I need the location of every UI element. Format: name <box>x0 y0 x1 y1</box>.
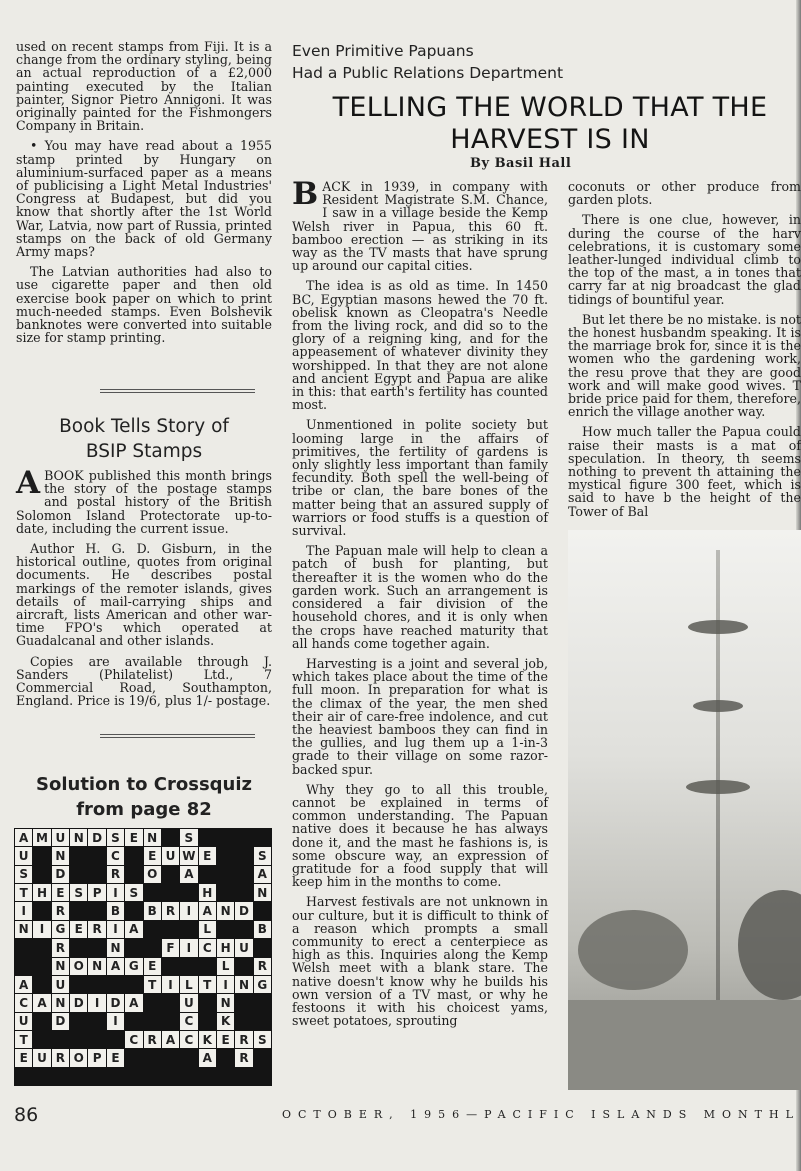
crossword-block <box>162 958 179 975</box>
crossword-block <box>125 866 142 883</box>
crossword-block <box>125 1013 142 1030</box>
crossword-block <box>235 866 252 883</box>
crossword-block <box>235 994 252 1011</box>
crossword-letter: B <box>107 902 124 919</box>
crossword-letter: R <box>88 921 105 938</box>
footer-issue: OCTOBER, 1956—PACIFIC ISLANDS MONTHL <box>282 1108 800 1121</box>
crossword-letter: R <box>162 902 179 919</box>
crossword-grid <box>14 828 272 1086</box>
crossword-block <box>162 921 179 938</box>
crossword-letter: U <box>15 1013 32 1030</box>
hungary-paragraph: • You may have read about a 1955 stamp printed by Hungary on aluminium-surfaced paper as a means of publicising a Light Metal Industries' Congress at Budapest, but did you know that shortly after the 1st World War, Latvia, now part of Russia, printed stamps on the back of old Germany Army maps? <box>16 138 272 260</box>
book-heading-line2: BSIP Stamps <box>85 441 203 462</box>
mast-decoration <box>688 620 748 634</box>
right-paragraph-4: How much taller the Papua could raise their masts is a mat of speculation. In theory, th seems nothing to prevent th attaining the mystical figure 300 feet, which is said to have b the height of the Tower of Bal <box>568 424 801 519</box>
crossword-block <box>107 976 124 993</box>
crossword-block <box>70 866 87 883</box>
crossword-block <box>70 847 87 864</box>
crossword-letter: A <box>107 958 124 975</box>
book-paragraph-1 <box>16 465 272 536</box>
crossword-block <box>144 884 161 901</box>
crossword-block <box>144 994 161 1011</box>
article-kicker <box>292 40 563 84</box>
crossword-letter: R <box>144 1031 161 1048</box>
crossword-letter: R <box>52 939 69 956</box>
crossword-letter: C <box>125 1031 142 1048</box>
article-paragraph-1 <box>292 176 548 274</box>
crossword-block <box>235 847 252 864</box>
article-paragraph-2: The idea is as old as time. In 1450 BC, Egyptian masons hewed the 70 ft. obelisk known as Cleopatra's Needle from the living rock, and did so to the glory of a reigning king, and for the appeasement of whatever divinity they worshipped. In that they are not alone and ancient Egypt and Papua are alike in this: that earth's fertility has counted most. <box>292 278 548 413</box>
village-ground <box>568 1000 801 1090</box>
crossword-letter: S <box>15 866 32 883</box>
crossword-letter: K <box>217 1013 234 1030</box>
crossword-block <box>180 921 197 938</box>
crossword-letter: N <box>254 884 271 901</box>
crossword-letter: E <box>52 884 69 901</box>
crossword-letter: S <box>180 829 197 846</box>
crossword-block <box>199 866 216 883</box>
crossword-block <box>217 1049 234 1066</box>
crossword-letter: N <box>217 902 234 919</box>
crossword-letter: O <box>144 866 161 883</box>
crossword-block <box>217 884 234 901</box>
crossword-block <box>70 902 87 919</box>
crossword-letter: A <box>199 902 216 919</box>
crossword-block <box>235 1013 252 1030</box>
crossword-letter: A <box>33 994 50 1011</box>
crossword-block <box>254 902 271 919</box>
crossword-block <box>254 1068 271 1085</box>
crossword-letter: A <box>162 1031 179 1048</box>
crossword-letter: E <box>125 829 142 846</box>
crossword-letter: K <box>199 1031 216 1048</box>
crossword-letter: D <box>52 866 69 883</box>
crossword-block <box>162 866 179 883</box>
crossword-letter: S <box>254 847 271 864</box>
crossword-letter: C <box>180 1013 197 1030</box>
article-paragraph-1-text: ACK in 1939, in company with Resident Magistrate S.M. Chance, I saw in a village beside the Kemp Welsh river in Papua, this 60 ft. bamboo erection — as striking in its way as the TV masts that have sprung up around our capital cities. <box>292 179 548 274</box>
crossword-block <box>199 1013 216 1030</box>
book-heading <box>16 414 272 464</box>
crossword-block <box>88 1068 105 1085</box>
crossword-letter: U <box>52 829 69 846</box>
crossword-letter: W <box>180 847 197 864</box>
palm-tree <box>738 890 801 1000</box>
crossword-letter: B <box>144 902 161 919</box>
crossword-block <box>254 829 271 846</box>
crossword-block <box>162 884 179 901</box>
solution-heading-line1: Solution to Crossquiz <box>36 774 252 795</box>
crossword-letter: T <box>144 976 161 993</box>
crossword-block <box>125 1068 142 1085</box>
crossword-block <box>33 1013 50 1030</box>
bamboo-mast-photo <box>568 530 801 1090</box>
crossword-block <box>33 1031 50 1048</box>
crossword-letter: A <box>15 976 32 993</box>
crossword-block <box>217 866 234 883</box>
crossword-block <box>15 1068 32 1085</box>
crossword-block <box>88 902 105 919</box>
crossword-letter: I <box>107 884 124 901</box>
crossword-letter: U <box>52 976 69 993</box>
byline: By Basil Hall <box>470 156 572 171</box>
crossword-letter: D <box>88 829 105 846</box>
crossword-letter: A <box>199 1049 216 1066</box>
crossword-block <box>180 1068 197 1085</box>
crossword-block <box>70 939 87 956</box>
book-heading-line1: Book Tells Story of <box>59 416 229 437</box>
crossword-letter: G <box>52 921 69 938</box>
crossword-block <box>70 1013 87 1030</box>
crossword-letter: P <box>88 1049 105 1066</box>
crossword-block <box>180 884 197 901</box>
crossword-letter: E <box>70 921 87 938</box>
crossword-letter: H <box>217 939 234 956</box>
crossword-block <box>217 847 234 864</box>
crossword-block <box>254 939 271 956</box>
crossword-block <box>125 1049 142 1066</box>
crossword-letter: S <box>254 1031 271 1048</box>
crossword-letter: I <box>33 921 50 938</box>
crossword-letter: U <box>162 847 179 864</box>
crossword-block <box>88 939 105 956</box>
crossword-block <box>162 994 179 1011</box>
crossword-letter: T <box>15 1031 32 1048</box>
crossword-letter: N <box>15 921 32 938</box>
crossword-letter: A <box>15 829 32 846</box>
crossword-letter: E <box>217 1031 234 1048</box>
crossword-letter: N <box>70 829 87 846</box>
crossword-letter: E <box>107 1049 124 1066</box>
crossword-block <box>162 1068 179 1085</box>
crossword-letter: D <box>235 902 252 919</box>
crossword-letter: B <box>254 921 271 938</box>
crossword-letter: G <box>125 958 142 975</box>
crossword-block <box>33 976 50 993</box>
crossword-letter: A <box>125 994 142 1011</box>
mast-decoration <box>693 700 743 712</box>
crossword-block <box>125 976 142 993</box>
section-divider-2 <box>100 734 255 738</box>
crossword-block <box>70 1031 87 1048</box>
article-paragraph-5: Harvesting is a joint and several job, which takes place about the time of the full moon. In preparation for what is the climax of the year, the men shed their air of care-free indolence, and cut the heaviest bamboos they can find in the gullies, and lug them up a 1-in-3 grade to their village on some razor-backed spur. <box>292 655 548 777</box>
article-headline <box>300 92 800 156</box>
crossword-block <box>33 866 50 883</box>
crossword-letter: A <box>125 921 142 938</box>
right-paragraph-2: There is one clue, however, in during the course of the harv celebrations, it is customary some leather-lunged individual climb to the top of the mast, a in tones that carry far at nig broadcast the glad tidings of bountiful year. <box>568 212 801 307</box>
crossword-letter: F <box>162 939 179 956</box>
crossword-letter: T <box>199 976 216 993</box>
crossword-block <box>235 829 252 846</box>
crossword-letter: S <box>125 884 142 901</box>
crossword-letter: E <box>144 958 161 975</box>
crossword-block <box>254 1013 271 1030</box>
crossword-block <box>88 976 105 993</box>
crossword-block <box>162 1013 179 1030</box>
crossword-letter: I <box>217 976 234 993</box>
crossword-block <box>88 866 105 883</box>
crossword-letter: I <box>88 994 105 1011</box>
solution-heading <box>16 772 272 822</box>
crossword-block <box>217 829 234 846</box>
crossword-letter: N <box>235 976 252 993</box>
crossword-letter: N <box>107 939 124 956</box>
crossword-block <box>162 829 179 846</box>
page-number: 86 <box>14 1104 39 1126</box>
crossword-block <box>70 976 87 993</box>
crossword-letter: N <box>52 847 69 864</box>
crossword-block <box>235 958 252 975</box>
article-paragraph-6: Why they go to all this trouble, cannot be explained in terms of common understanding. The Papuan native does it because he has always done it, and the mast he fashions is, is some obscure way, an expression of gratitude for a food supply that will keep him in the months to come. <box>292 781 548 890</box>
crossword-letter: S <box>70 884 87 901</box>
crossword-letter: U <box>180 994 197 1011</box>
right-paragraph-1: coconuts or other produce from garden plots. <box>568 180 801 208</box>
crossword-block <box>199 994 216 1011</box>
crossword-letter: R <box>235 1031 252 1048</box>
crossword-block <box>33 847 50 864</box>
crossword-block <box>15 939 32 956</box>
crossword-letter: G <box>254 976 271 993</box>
crossword-letter: R <box>235 1049 252 1066</box>
crossword-letter: L <box>180 976 197 993</box>
fiji-paragraph: used on recent stamps from Fiji. It is a change from the ordinary styling, being an actual reproduction of a £2,000 painting executed by the Italian painter, Signor Pietro Annigoni. It was originally painted for the Fishmongers Company in Britain. <box>16 39 272 134</box>
palm-tree <box>578 910 688 990</box>
crossword-block <box>33 902 50 919</box>
crossword-letter: U <box>15 847 32 864</box>
kicker-line1: Even Primitive Papuans <box>292 42 474 60</box>
crossword-block <box>144 921 161 938</box>
crossword-block <box>144 1013 161 1030</box>
crossword-letter: N <box>144 829 161 846</box>
crossword-block <box>125 847 142 864</box>
crossword-block <box>125 902 142 919</box>
crossword-block <box>199 958 216 975</box>
crossword-block <box>235 884 252 901</box>
article-paragraph-4: The Papuan male will help to clean a patch of bush for planting, but thereafter it is the women who do the garden work. Such an arrangement is considered a fair division of the household chores, and it is only when the crops have reached maturity that all hands come together again. <box>292 543 548 651</box>
crossword-block <box>15 958 32 975</box>
crossword-letter: M <box>33 829 50 846</box>
crossword-block <box>70 1068 87 1085</box>
crossword-letter: T <box>15 884 32 901</box>
crossword-letter: N <box>52 994 69 1011</box>
crossword-letter: L <box>217 958 234 975</box>
crossword-letter: C <box>15 994 32 1011</box>
crossword-block <box>144 939 161 956</box>
article-right-column <box>568 180 801 525</box>
article-paragraph-3: Unmentioned in polite society but looming large in the affairs of primitives, the fertility of gardens is only slightly less important than family fecundity. Both spell the well-being of tribe or clan, the bare bones of the matter being that an assured supply of warriors or food stuffs is a question of survival. <box>292 417 548 539</box>
crossword-block <box>254 994 271 1011</box>
crossword-letter: D <box>107 994 124 1011</box>
crossword-letter: R <box>107 866 124 883</box>
left-column <box>16 40 272 351</box>
book-paragraph-3: Copies are available through J. Sanders (Philatelist) Ltd., 7 Commercial Road, Southampton, England. Price is 19/6, plus 1/- postage. <box>16 653 272 709</box>
crossword-block <box>52 1031 69 1048</box>
crossword-block <box>107 1031 124 1048</box>
crossword-letter: E <box>144 847 161 864</box>
book-paragraph-1-text: BOOK published this month brings the story of the postage stamps and postal history of the British Solomon Island Protectorate up-to-date, including the current issue. <box>16 468 272 536</box>
crossword-block <box>162 1049 179 1066</box>
crossword-block <box>88 847 105 864</box>
book-paragraph-2: Author H. G. D. Gisburn, in the historical outline, quotes from original documents. He describes postal markings of the remoter islands, gives details of mail-carrying ships and aircraft, lists American and other war-time FPO's which operated at Guadalcanal and other islands. <box>16 541 272 649</box>
crossword-letter: H <box>199 884 216 901</box>
crossword-letter: R <box>52 1049 69 1066</box>
crossword-block <box>254 1049 271 1066</box>
section-divider <box>100 389 255 393</box>
crossword-letter: O <box>70 1049 87 1066</box>
crossword-block <box>88 1013 105 1030</box>
crossword-block <box>199 829 216 846</box>
crossword-letter: E <box>15 1049 32 1066</box>
crossword-block <box>33 939 50 956</box>
crossword-letter: R <box>52 902 69 919</box>
crossword-letter: U <box>33 1049 50 1066</box>
crossword-block <box>199 1068 216 1085</box>
right-paragraph-3: But let there be no mistake. is not the honest husbandm speaking. It is the marriage brok for, since it is the women who the gardening work, the resu prove that they are good work and will make good wives. T bride price paid for them, therefore, enrich the village another way. <box>568 311 801 420</box>
crossword-letter: C <box>180 1031 197 1048</box>
crossword-letter: I <box>107 921 124 938</box>
crossword-letter: C <box>107 847 124 864</box>
solution-heading-line2: from page 82 <box>76 799 212 820</box>
crossword-letter: R <box>254 958 271 975</box>
crossword-letter: N <box>52 958 69 975</box>
crossword-letter: I <box>107 1013 124 1030</box>
crossword-letter: U <box>235 939 252 956</box>
crossword-block <box>180 958 197 975</box>
crossword-letter: A <box>254 866 271 883</box>
article-paragraph-7: Harvest festivals are not unknown in our culture, but it is difficult to think of a reason which prompts a small community to erect a centerpiece as high as this. Inquiries along the Kemp Welsh meet with a blank stare. The native doesn't know why he builds his own version of a TV mast, or why he festoons it with his choicest yams, sweet potatoes, sprouting <box>292 894 548 1029</box>
kicker-line2: Had a Public Relations Department <box>292 64 564 82</box>
crossword-block <box>107 1068 124 1085</box>
crossword-block <box>125 939 142 956</box>
crossword-letter: L <box>199 921 216 938</box>
crossword-letter: D <box>70 994 87 1011</box>
crossword-letter: I <box>162 976 179 993</box>
crossword-block <box>144 1068 161 1085</box>
crossword-block <box>180 1049 197 1066</box>
crossword-letter: H <box>33 884 50 901</box>
crossword-letter: I <box>15 902 32 919</box>
article-dropcap: B <box>292 176 319 212</box>
crossword-block <box>217 1068 234 1085</box>
crossword-letter: N <box>217 994 234 1011</box>
headline-line2: HARVEST IS IN <box>450 124 650 155</box>
crossword-letter: P <box>88 884 105 901</box>
crossword-block <box>88 1031 105 1048</box>
crossword-block <box>33 1068 50 1085</box>
crossword-block <box>217 921 234 938</box>
crossword-letter: O <box>70 958 87 975</box>
crossword-letter: S <box>107 829 124 846</box>
headline-line1: TELLING THE WORLD THAT THE <box>332 92 768 123</box>
crossword-letter: I <box>180 939 197 956</box>
crossword-letter: A <box>180 866 197 883</box>
article-middle-column <box>292 176 548 1034</box>
book-dropcap: A <box>16 465 41 501</box>
crossword-letter: C <box>199 939 216 956</box>
crossword-block <box>235 1068 252 1085</box>
mast-decoration <box>686 780 750 794</box>
crossword-letter: I <box>180 902 197 919</box>
crossword-letter: N <box>88 958 105 975</box>
crossword-block <box>33 958 50 975</box>
crossword-letter: D <box>52 1013 69 1030</box>
crossword-block <box>52 1068 69 1085</box>
crossword-block <box>144 1049 161 1066</box>
crossword-block <box>235 921 252 938</box>
crossword-letter: E <box>199 847 216 864</box>
latvia-paragraph: The Latvian authorities had also to use cigarette paper and then old exercise book paper on which to print much-needed stamps. Even Bolshevik banknotes were converted into suitable size for stamp printing. <box>16 264 272 346</box>
book-article <box>16 465 272 714</box>
